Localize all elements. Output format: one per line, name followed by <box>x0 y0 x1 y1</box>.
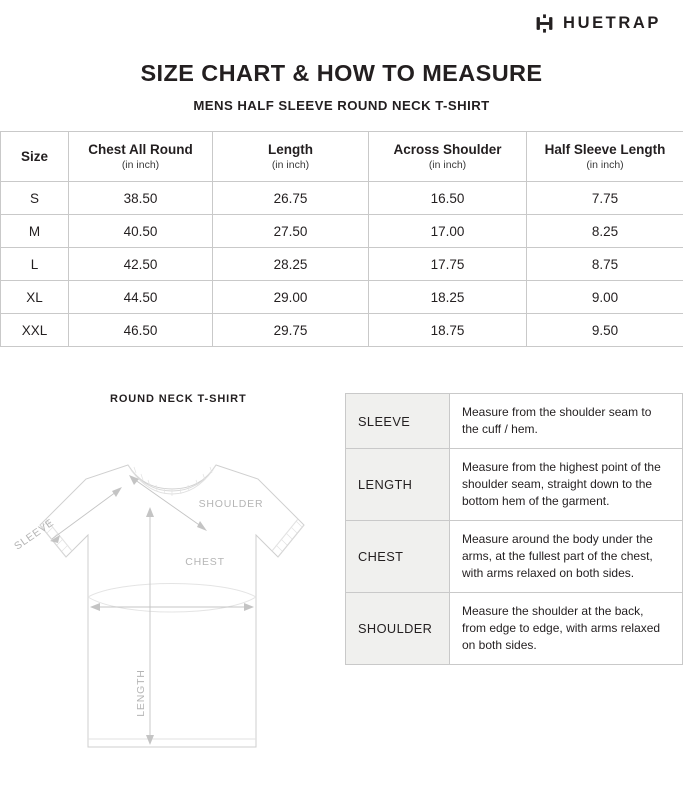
measure-desc-shoulder: Measure the shoulder at the back, from edge to edge, with arms relaxed on both sides. <box>450 593 683 665</box>
cell-shoulder: 18.75 <box>369 314 527 347</box>
measure-row-sleeve <box>346 394 683 449</box>
column-header-label: Size <box>20 149 48 164</box>
diagram-title: ROUND NECK T-SHIRT <box>110 393 247 405</box>
cell-sleeve: 7.75 <box>527 182 683 215</box>
column-header-length <box>213 132 369 182</box>
cell-shoulder: 17.00 <box>369 215 527 248</box>
table-row <box>1 182 683 215</box>
measure-row-length <box>346 449 683 521</box>
measure-desc-length: Measure from the highest point of the shoulder seam, straight down to the bottom hem of the garment. <box>450 449 683 521</box>
column-header-unit: (in inch) <box>121 159 160 171</box>
cell-length: 29.75 <box>213 314 369 347</box>
column-header-unit: (in inch) <box>271 159 310 171</box>
cell-chest: 44.50 <box>69 281 213 314</box>
cell-size: M <box>1 215 69 248</box>
measure-label-length: LENGTH <box>346 449 450 521</box>
cell-shoulder: 16.50 <box>369 182 527 215</box>
column-header-unit: (in inch) <box>586 159 624 171</box>
cell-sleeve: 8.75 <box>527 248 683 281</box>
table-row <box>1 248 683 281</box>
tshirt-diagram <box>0 417 345 762</box>
cell-chest: 38.50 <box>69 182 213 215</box>
column-header-label: Length <box>268 142 313 157</box>
cell-sleeve: 9.00 <box>527 281 683 314</box>
measure-label-chest: CHEST <box>346 521 450 593</box>
cell-size: S <box>1 182 69 215</box>
column-header-chest <box>69 132 213 182</box>
cell-chest: 40.50 <box>69 215 213 248</box>
cell-size: L <box>1 248 69 281</box>
how-to-measure-table <box>345 393 683 665</box>
column-header-label: Across Shoulder <box>393 142 502 157</box>
cell-length: 27.50 <box>213 215 369 248</box>
column-header-size <box>1 132 69 182</box>
diagram-label-sleeve: SLEEVE <box>12 516 57 553</box>
cell-chest: 46.50 <box>69 314 213 347</box>
cell-size: XXL <box>1 314 69 347</box>
huetrap-logo-icon <box>535 14 554 33</box>
brand-name: HUETRAP <box>563 13 661 32</box>
measure-row-chest <box>346 521 683 593</box>
title-block <box>0 60 683 113</box>
cell-length: 29.00 <box>213 281 369 314</box>
column-header-sleeve <box>527 132 683 182</box>
table-header-row <box>1 132 683 182</box>
diagram-label-shoulder: SHOULDER <box>198 498 264 510</box>
cell-chest: 42.50 <box>69 248 213 281</box>
page-title: SIZE CHART & HOW TO MEASURE <box>140 60 543 86</box>
cell-sleeve: 9.50 <box>527 314 683 347</box>
column-header-unit: (in inch) <box>428 159 467 171</box>
measure-desc-sleeve: Measure from the shoulder seam to the cuff / hem. <box>450 394 683 449</box>
measurement-guide-section <box>0 393 683 762</box>
measure-row-shoulder <box>346 593 683 665</box>
tshirt-illustration-icon <box>0 417 345 762</box>
diagram-label-length: LENGTH <box>135 669 147 717</box>
measure-label-shoulder: SHOULDER <box>346 593 450 665</box>
table-row <box>1 314 683 347</box>
column-header-shoulder <box>369 132 527 182</box>
table-row <box>1 215 683 248</box>
column-header-label: Chest All Round <box>88 142 193 157</box>
cell-size: XL <box>1 281 69 314</box>
column-header-label: Half Sleeve Length <box>544 142 666 157</box>
cell-shoulder: 17.75 <box>369 248 527 281</box>
brand-header <box>0 0 683 36</box>
cell-sleeve: 8.25 <box>527 215 683 248</box>
tshirt-diagram-column <box>0 393 345 762</box>
cell-length: 26.75 <box>213 182 369 215</box>
page-subtitle: MENS HALF SLEEVE ROUND NECK T-SHIRT <box>193 98 490 113</box>
table-row <box>1 281 683 314</box>
measure-label-sleeve: SLEEVE <box>346 394 450 449</box>
cell-length: 28.25 <box>213 248 369 281</box>
measure-desc-chest: Measure around the body under the arms, at the fullest part of the chest, with arms relaxed on both sides. <box>450 521 683 593</box>
diagram-label-chest: CHEST <box>185 556 225 568</box>
cell-shoulder: 18.25 <box>369 281 527 314</box>
size-chart-table <box>0 131 683 347</box>
